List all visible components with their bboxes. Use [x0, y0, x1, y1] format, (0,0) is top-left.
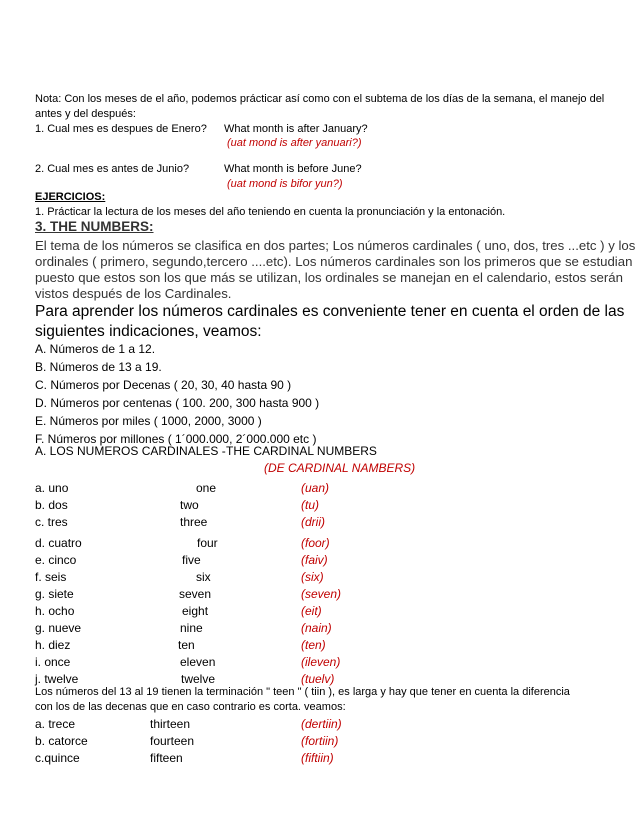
- cardinal-pronunciation: (uan): [301, 481, 330, 495]
- cardinal-pronunciation: (seven): [301, 587, 342, 601]
- nota-line-2: antes y del después:: [35, 108, 136, 120]
- teen-pronunciation: (fortiin): [301, 734, 339, 748]
- cardinal-english: twelve: [181, 672, 216, 686]
- cardinal-pronunciation: (eit): [301, 604, 322, 618]
- ejercicios-title: EJERCICIOS:: [35, 191, 106, 203]
- teens-note-line-1: Los números del 13 al 19 tienen la terminación " teen " ( tiin ), es larga y hay que tener en cuenta la diferencia: [35, 686, 570, 698]
- cardinal-spanish: e. cinco: [35, 553, 77, 567]
- teens-note-line-2: con los de las decenas que en caso contrario es corta. veamos:: [35, 701, 346, 713]
- cardinal-pronunciation: (foor): [301, 536, 330, 550]
- q2-spanish: 2. Cual mes es antes de Junio?: [35, 163, 190, 175]
- cardinal-spanish: a. uno: [35, 481, 69, 495]
- section-heading: 3. THE NUMBERS:: [35, 219, 154, 234]
- q2-english: What month is before June?: [224, 163, 362, 175]
- nota-line-1: Nota: Con los meses de el año, podemos prácticar así como con el subtema de los días de la semana, el manejo del: [35, 93, 605, 105]
- intro-line-3: puesto que estos son los que más se utilizan, los ordinales se manejan en el calendario, estos serán: [35, 270, 623, 285]
- cardinal-spanish: f. seis: [35, 570, 67, 584]
- teen-english: fourteen: [150, 734, 195, 748]
- cardinal-pronunciation: (nain): [301, 621, 332, 635]
- cardinal-english: eight: [182, 604, 209, 618]
- cardinal-spanish: g. siete: [35, 587, 74, 601]
- cardinal-english: four: [197, 536, 218, 550]
- teen-pronunciation: (dertiin): [301, 717, 342, 731]
- list-item-a: A. Números de 1 a 12.: [35, 342, 156, 356]
- cardinal-spanish: j. twelve: [35, 672, 79, 686]
- cardinal-english: ten: [178, 638, 195, 652]
- cardinal-spanish: i. once: [35, 655, 71, 669]
- intro-line-4: vistos después de los Cardinales.: [35, 286, 232, 301]
- q1-english: What month is after January?: [224, 123, 368, 135]
- list-item-c: C. Números por Decenas ( 20, 30, 40 hasta 90 ): [35, 378, 292, 392]
- intro-line-1: El tema de los números se clasifica en dos partes; Los números cardinales ( uno, dos, tres ...etc ) y los: [35, 238, 636, 253]
- cardinals-header-right: THE CARDINAL NUMBERS: [226, 444, 377, 458]
- cardinal-spanish: b. dos: [35, 498, 68, 512]
- cardinal-pronunciation: (tu): [301, 498, 319, 512]
- teen-english: fifteen: [150, 751, 183, 765]
- teen-english: thirteen: [150, 717, 191, 731]
- cardinal-spanish: c. tres: [35, 515, 68, 529]
- q1-pronunciation: (uat mond is after yanuari?): [227, 137, 362, 149]
- cardinal-spanish: h. ocho: [35, 604, 75, 618]
- q1-spanish: 1. Cual mes es despues de Enero?: [35, 123, 207, 135]
- teen-spanish: a. trece: [35, 717, 76, 731]
- cardinal-pronunciation: (ten): [301, 638, 326, 652]
- cardinal-english: eleven: [180, 655, 216, 669]
- cardinal-pronunciation: (ileven): [301, 655, 341, 669]
- lead-line-1: Para aprender los números cardinales es conveniente tener en cuenta el orden de las: [35, 303, 625, 320]
- cardinal-english: one: [196, 481, 217, 495]
- cardinal-spanish: g. nueve: [35, 621, 82, 635]
- ejercicios-item: 1. Prácticar la lectura de los meses del año teniendo en cuenta la pronunciación y la entonación.: [35, 206, 506, 218]
- list-item-b: B. Números de 13 a 19.: [35, 360, 162, 374]
- cardinal-english: two: [180, 498, 199, 512]
- teen-pronunciation: (fiftiin): [301, 751, 334, 765]
- cardinal-spanish: h. diez: [35, 638, 71, 652]
- cardinal-pronunciation: (six): [301, 570, 324, 584]
- cardinal-english: five: [182, 553, 201, 567]
- lead-line-2: siguientes indicaciones, veamos:: [35, 323, 262, 340]
- cardinals-header-left: A. LOS NUMEROS CARDINALES -: [35, 444, 226, 458]
- cardinal-english: nine: [180, 621, 203, 635]
- intro-line-2: ordinales ( primero, segundo,tercero ....etc). Los números cardinales son los primeros que se estudian: [35, 254, 633, 269]
- list-item-f: F. Números por millones ( 1´000.000, 2´000.000 etc ): [35, 432, 317, 446]
- cardinal-pronunciation: (tuelv): [301, 672, 335, 686]
- teen-spanish: c.quince: [35, 751, 80, 765]
- cardinal-english: seven: [179, 587, 212, 601]
- teen-spanish: b. catorce: [35, 734, 88, 748]
- cardinal-pronunciation: (faiv): [301, 553, 328, 567]
- q2-pronunciation: (uat mond is bifor yun?): [227, 178, 343, 190]
- list-item-e: E. Números por miles ( 1000, 2000, 3000 ): [35, 414, 262, 428]
- cardinals-header-pron: (DE CARDINAL NAMBERS): [264, 461, 416, 475]
- list-item-d: D. Números por centenas ( 100. 200, 300 hasta 900 ): [35, 396, 320, 410]
- cardinal-spanish: d. cuatro: [35, 536, 82, 550]
- cardinal-english: six: [196, 570, 211, 584]
- cardinal-pronunciation: (drii): [301, 515, 325, 529]
- cardinal-english: three: [180, 515, 208, 529]
